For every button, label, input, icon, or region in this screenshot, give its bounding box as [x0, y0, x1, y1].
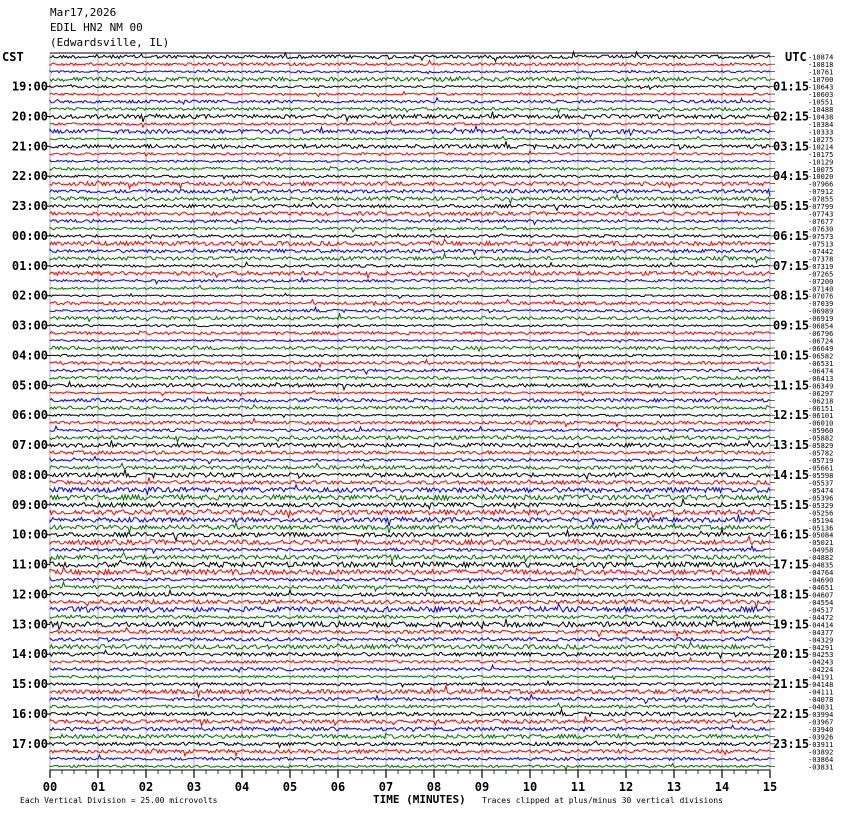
seismic-trace — [50, 314, 770, 322]
seismic-trace — [50, 749, 770, 756]
seismic-trace — [50, 615, 770, 619]
x-tick-label: 01 — [90, 780, 106, 794]
seismic-trace — [50, 376, 770, 380]
trace-offset-label: -04078 — [808, 696, 834, 705]
trace-offset-label: -10075 — [808, 165, 834, 174]
seismic-trace — [50, 136, 770, 140]
x-tick-label: 08 — [426, 780, 442, 794]
trace-offset-label: -05329 — [808, 501, 834, 510]
right-hour-label: 13:15 — [773, 438, 810, 453]
seismic-trace — [50, 509, 770, 517]
trace-offset-label: -05194 — [808, 516, 834, 525]
station-location: (Edwardsville, IL) — [50, 36, 170, 49]
trace-offset-label: -03926 — [808, 733, 834, 742]
seismic-trace — [50, 470, 770, 480]
trace-offset-label: -10333 — [808, 128, 834, 137]
right-hour-label: 01:15 — [773, 79, 810, 94]
seismic-trace — [50, 440, 770, 447]
trace-offset-label: -06919 — [808, 315, 834, 324]
left-hour-label: 02:00 — [11, 288, 48, 303]
trace-offset-label: -06218 — [808, 397, 834, 406]
trace-offset-label: -06101 — [808, 412, 834, 421]
seismic-trace — [50, 98, 770, 104]
x-tick-label: 15 — [762, 780, 778, 794]
right-hour-label: 19:15 — [773, 617, 810, 632]
seismic-trace — [50, 226, 770, 232]
trace-offset-label: -06531 — [808, 359, 834, 368]
seismic-trace — [50, 414, 770, 417]
left-hour-label: 09:00 — [11, 497, 48, 512]
seismic-trace — [50, 546, 770, 554]
right-hour-label: 20:15 — [773, 647, 810, 662]
trace-offset-label: -06989 — [808, 307, 834, 316]
x-tick-label: 03 — [186, 780, 202, 794]
trace-offset-label: -10020 — [808, 173, 834, 182]
left-hour-label: 06:00 — [11, 408, 48, 423]
trace-offset-label: -10129 — [808, 158, 834, 167]
seismic-trace — [50, 300, 770, 306]
right-hour-label: 14:15 — [773, 467, 810, 482]
seismic-trace — [50, 107, 770, 113]
seismic-trace — [50, 703, 770, 708]
seismic-trace — [50, 212, 770, 217]
plot-date: Mar17,2026 — [50, 6, 117, 19]
seismic-trace — [50, 590, 770, 597]
left-hour-label: 12:00 — [11, 587, 48, 602]
trace-group — [50, 52, 770, 770]
seismic-trace — [50, 92, 770, 97]
trace-offset-label: -07140 — [808, 285, 834, 294]
trace-offset-label: -04554 — [808, 598, 834, 607]
x-axis-title: TIME (MINUTES) — [373, 793, 466, 806]
trace-offset-label: -10761 — [808, 68, 834, 77]
trace-offset-label: -07799 — [808, 203, 834, 212]
left-hour-label: 23:00 — [11, 199, 48, 214]
clip-note: Traces clipped at plus/minus 30 vertical divisions — [482, 796, 723, 805]
right-hour-label: 03:15 — [773, 139, 810, 154]
seismic-trace — [50, 536, 770, 545]
trace-offset-label: -04882 — [808, 554, 834, 563]
trace-offset-label: -05084 — [808, 531, 834, 540]
seismic-trace — [50, 676, 770, 680]
left-hour-label: 19:00 — [11, 79, 48, 94]
seismic-trace — [50, 658, 770, 663]
right-hour-label: 04:15 — [773, 169, 810, 184]
left-hour-label: 11:00 — [11, 557, 48, 572]
seismic-trace — [50, 650, 770, 658]
right-hour-label: 12:15 — [773, 408, 810, 423]
seismic-trace — [50, 764, 770, 770]
seismic-trace — [50, 262, 770, 268]
left-hour-label: 04:00 — [11, 348, 48, 363]
seismic-trace — [50, 360, 770, 368]
seismic-trace — [50, 346, 770, 351]
trace-offset-label: -05882 — [808, 434, 834, 443]
seismic-trace — [50, 167, 770, 171]
trace-offset-label: -05256 — [808, 509, 834, 518]
trace-offset-label: -07912 — [808, 188, 834, 197]
x-tick-label: 11 — [570, 780, 586, 794]
trace-offset-label: -06151 — [808, 404, 834, 413]
trace-offset-label: -06796 — [808, 330, 834, 339]
trace-offset-label: -03911 — [808, 740, 834, 749]
seismic-trace — [50, 499, 770, 509]
seismic-trace — [50, 665, 770, 672]
seismic-trace — [50, 741, 770, 747]
right-hour-label: 08:15 — [773, 288, 810, 303]
trace-offset-label: -04243 — [808, 658, 834, 667]
trace-offset-label: -04253 — [808, 651, 834, 660]
seismic-trace — [50, 405, 770, 410]
trace-offset-label: -07966 — [808, 180, 834, 189]
trace-offset-label: -05719 — [808, 457, 834, 466]
trace-offset-label: -05661 — [808, 464, 834, 473]
x-tick-label: 06 — [330, 780, 346, 794]
seismic-trace — [50, 451, 770, 456]
trace-offset-label: -04958 — [808, 546, 834, 555]
trace-offset-label: -04291 — [808, 643, 834, 652]
trace-offset-label: -07630 — [808, 225, 834, 234]
trace-offset-label: -03940 — [808, 725, 834, 734]
seismic-trace — [50, 181, 770, 189]
right-hour-label: 22:15 — [773, 706, 810, 721]
right-timezone-label: UTC — [785, 50, 807, 64]
left-hour-label: 03:00 — [11, 318, 48, 333]
seismic-trace — [50, 85, 770, 90]
seismic-trace — [50, 686, 770, 698]
left-hour-label: 05:00 — [11, 378, 48, 393]
right-hour-label: 17:15 — [773, 557, 810, 572]
x-tick-label: 07 — [378, 780, 394, 794]
seismic-trace — [50, 278, 770, 284]
trace-offset-label: -07319 — [808, 262, 834, 271]
seismic-trace — [50, 529, 770, 540]
seismic-trace — [50, 121, 770, 127]
trace-offset-label: -10700 — [808, 76, 834, 85]
trace-offset-label: -10643 — [808, 83, 834, 92]
right-hour-label: 15:15 — [773, 497, 810, 512]
seismic-trace — [50, 286, 770, 290]
x-tick-label: 05 — [282, 780, 298, 794]
seismic-trace — [50, 619, 770, 630]
seismic-trace — [50, 463, 770, 470]
trace-offset-label: -04764 — [808, 569, 834, 578]
trace-offset-label: -10603 — [808, 91, 834, 100]
trace-offset-label: -06724 — [808, 337, 834, 346]
left-hour-label: 15:00 — [11, 677, 48, 692]
left-hour-label: 07:00 — [11, 438, 48, 453]
trace-offset-label: -06474 — [808, 367, 834, 376]
trace-offset-label: -07855 — [808, 195, 834, 204]
trace-offset-label: -04651 — [808, 584, 834, 593]
right-hour-label: 06:15 — [773, 228, 810, 243]
left-hour-label: 21:00 — [11, 139, 48, 154]
seismic-trace — [50, 323, 770, 327]
trace-offset-label: -04377 — [808, 628, 834, 637]
trace-offset-label: -04690 — [808, 576, 834, 585]
trace-offset-label: -06854 — [808, 322, 834, 331]
seismic-trace — [50, 60, 770, 65]
x-tick-label: 02 — [138, 780, 154, 794]
trace-offset-label: -07442 — [808, 247, 834, 256]
trace-offset-label: -05396 — [808, 494, 834, 503]
trace-offset-label: -03864 — [808, 755, 834, 764]
seismic-trace — [50, 642, 770, 649]
seismic-trace — [50, 560, 770, 568]
seismic-trace — [50, 339, 770, 342]
seismic-trace — [50, 599, 770, 607]
trace-offset-label: -07378 — [808, 255, 834, 264]
trace-offset-label: -10551 — [808, 98, 834, 107]
right-hour-label: 09:15 — [773, 318, 810, 333]
seismic-trace — [50, 271, 770, 278]
seismic-trace — [50, 418, 770, 426]
seismic-trace — [50, 582, 770, 591]
seismic-trace — [50, 77, 770, 82]
left-hour-label: 17:00 — [11, 736, 48, 751]
trace-offset-label: -07677 — [808, 218, 834, 227]
trace-offset-label: -04517 — [808, 606, 834, 615]
seismic-trace — [50, 189, 770, 196]
seismic-trace — [50, 307, 770, 313]
x-tick-label: 09 — [474, 780, 490, 794]
trace-offset-label: -07039 — [808, 300, 834, 309]
seismic-trace — [50, 195, 770, 204]
seismic-trace — [50, 725, 770, 732]
vertical-division-note: Each Vertical Division = 25.00 microvolts — [20, 796, 218, 805]
trace-offset-label: -04835 — [808, 561, 834, 570]
right-hour-label: 23:15 — [773, 736, 810, 751]
seismic-trace — [50, 436, 770, 443]
seismic-trace — [50, 239, 770, 246]
trace-offset-label: -07743 — [808, 210, 834, 219]
trace-offset-label: -05829 — [808, 442, 834, 451]
seismic-trace — [50, 354, 770, 358]
seismic-trace — [50, 477, 770, 484]
x-tick-label: 00 — [42, 780, 58, 794]
trace-offset-label: -07265 — [808, 270, 834, 279]
seismic-trace — [50, 681, 770, 687]
trace-offset-label: -05136 — [808, 524, 834, 533]
seismic-trace — [50, 159, 770, 163]
seismic-trace — [50, 628, 770, 637]
right-hour-label: 02:15 — [773, 109, 810, 124]
left-hour-label: 00:00 — [11, 228, 48, 243]
trace-offset-label: -04472 — [808, 613, 834, 622]
seismic-trace — [50, 249, 770, 254]
left-hour-label: 14:00 — [11, 647, 48, 662]
right-hour-label: 11:15 — [773, 378, 810, 393]
seismic-trace — [50, 495, 770, 501]
seismic-trace — [50, 112, 770, 122]
trace-offset-label: -07076 — [808, 292, 834, 301]
trace-offset-label: -05474 — [808, 486, 834, 495]
seismic-trace — [50, 391, 770, 396]
seismic-trace — [50, 604, 770, 612]
left-hour-label: 22:00 — [11, 169, 48, 184]
seismic-trace — [50, 141, 770, 149]
trace-offset-label: -05537 — [808, 479, 834, 488]
left-hour-label: 20:00 — [11, 109, 48, 124]
seismic-trace — [50, 69, 770, 73]
left-hour-label: 08:00 — [11, 467, 48, 482]
seismic-trace — [50, 331, 770, 335]
seismic-trace — [50, 637, 770, 643]
x-tick-label: 10 — [522, 780, 538, 794]
trace-offset-label: -04607 — [808, 591, 834, 600]
seismic-trace — [50, 151, 770, 156]
seismic-trace — [50, 734, 770, 739]
trace-offset-label: -03967 — [808, 718, 834, 727]
trace-offset-label: -06413 — [808, 374, 834, 383]
seismic-trace — [50, 457, 770, 464]
seismic-trace — [50, 234, 770, 239]
trace-offset-label: -07200 — [808, 277, 834, 286]
seismic-trace — [50, 485, 770, 494]
right-hour-label: 05:15 — [773, 199, 810, 214]
seismic-trace — [50, 578, 770, 583]
trace-offset-label: -05782 — [808, 449, 834, 458]
station-code: EDIL HN2 NM 00 — [50, 21, 143, 34]
trace-offset-label: -05598 — [808, 471, 834, 480]
right-hour-label: 16:15 — [773, 527, 810, 542]
trace-offset-label: -04414 — [808, 621, 834, 630]
seismic-trace — [50, 755, 770, 760]
right-hour-label: 10:15 — [773, 348, 810, 363]
x-tick-label: 13 — [666, 780, 682, 794]
seismic-trace — [50, 367, 770, 374]
trace-offset-label: -04031 — [808, 703, 834, 712]
left-hour-label: 10:00 — [11, 527, 48, 542]
seismic-trace — [50, 397, 770, 402]
trace-offset-label: -05960 — [808, 427, 834, 436]
seismic-trace — [50, 553, 770, 563]
right-hour-label: 18:15 — [773, 587, 810, 602]
trace-offset-label: -04148 — [808, 681, 834, 690]
trace-offset-label: -04224 — [808, 666, 834, 675]
trace-offset-label: -06349 — [808, 382, 834, 391]
seismic-trace — [50, 567, 770, 575]
left-hour-label: 01:00 — [11, 258, 48, 273]
seismic-trace — [50, 218, 770, 225]
left-hour-label: 13:00 — [11, 617, 48, 632]
seismic-trace — [50, 522, 770, 534]
trace-offset-label: -10488 — [808, 106, 834, 115]
trace-offset-label: -05021 — [808, 539, 834, 548]
seismic-trace — [50, 426, 770, 431]
trace-offset-label: -10214 — [808, 143, 834, 152]
trace-offset-label: -04191 — [808, 673, 834, 682]
trace-offset-label: -10175 — [808, 150, 834, 159]
trace-offset-label: -03892 — [808, 748, 834, 757]
right-hour-label: 21:15 — [773, 677, 810, 692]
trace-offset-label: -04111 — [808, 688, 834, 697]
seismic-trace — [50, 709, 770, 716]
trace-offset-label: -10818 — [808, 61, 834, 70]
seismic-trace — [50, 126, 770, 137]
seismic-trace — [50, 203, 770, 211]
trace-offset-label: -04329 — [808, 636, 834, 645]
seismic-trace — [50, 695, 770, 704]
trace-offset-label: -06010 — [808, 419, 834, 428]
trace-offset-label: -07513 — [808, 240, 834, 249]
trace-offset-label: -03994 — [808, 710, 834, 719]
left-hour-label: 16:00 — [11, 706, 48, 721]
seismic-trace — [50, 716, 770, 725]
trace-offset-label: -06582 — [808, 352, 834, 361]
trace-offset-label: -10275 — [808, 135, 834, 144]
trace-offset-label: -07573 — [808, 232, 834, 241]
seismic-trace — [50, 293, 770, 298]
trace-offset-label: -06649 — [808, 345, 834, 354]
trace-offset-label: -10384 — [808, 120, 834, 129]
trace-offset-label: -03831 — [808, 763, 834, 772]
right-hour-label: 07:15 — [773, 258, 810, 273]
left-timezone-label: CST — [2, 50, 24, 64]
x-tick-label: 14 — [714, 780, 730, 794]
trace-offset-label: -10874 — [808, 53, 834, 62]
x-tick-label: 12 — [618, 780, 634, 794]
trace-offset-label: -06297 — [808, 389, 834, 398]
seismic-trace — [50, 174, 770, 179]
trace-offset-label: -10438 — [808, 113, 834, 122]
seismic-trace — [50, 514, 770, 526]
seismic-trace — [50, 382, 770, 390]
seismic-trace — [50, 254, 770, 263]
x-tick-label: 04 — [234, 780, 250, 794]
